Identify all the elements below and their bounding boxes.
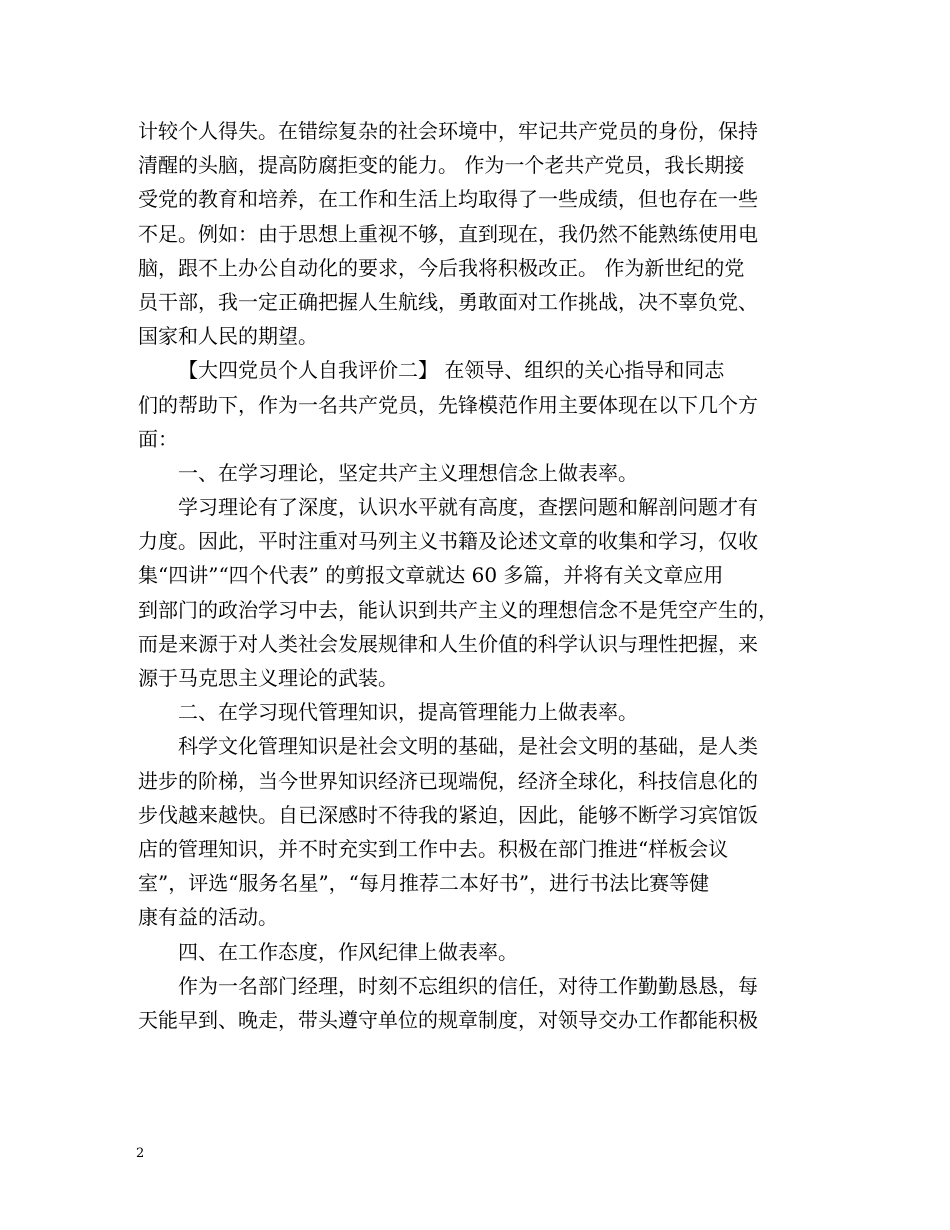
text-line: 【大四党员个人自我评价二】 在领导、组织的关心指导和同志 <box>178 358 725 383</box>
text-line: 作为一名部门经理，时刻不忘组织的信任，对待工作勤勤恳恳，每 <box>178 973 758 998</box>
body-text <box>138 114 818 1037</box>
text-line: 不足。例如：由于思想上重视不够，直到现在，我仍然不能熟练使用电 <box>138 221 758 246</box>
text-line: 计较个人得失。在错综复杂的社会环境中，牢记共产党员的身份，保持 <box>138 119 758 143</box>
text-line: 而是来源于对人类社会发展规律和人生价值的科学认识与理性把握，来 <box>138 631 758 656</box>
text-line: 室”，评选“服务名星”，“每月推荐二本好书”，进行书法比赛等健 <box>138 871 710 896</box>
text-line: 力度。因此，平时注重对马列主义书籍及论述文章的收集和学习，仅收 <box>138 529 758 554</box>
text-line: 康有益的活动。 <box>138 905 278 930</box>
page-number: 2 <box>136 1146 145 1161</box>
text-line: 脑，跟不上办公自动化的要求，今后我将积极改正。 作为新世纪的党 <box>138 255 745 280</box>
text-line: 天能早到、晚走，带头遵守单位的规章制度，对领导交办工作都能积极 <box>138 1007 758 1032</box>
text-line: 科学文化管理知识是社会文明的基础，是社会文明的基础，是人类 <box>178 734 758 759</box>
text-line: 们的帮助下，作为一名共产党员，先锋模范作用主要体现在以下几个方 <box>138 392 758 417</box>
text-line: 受党的教育和培养，在工作和生活上均取得了一些成绩，但也存在一些 <box>138 187 758 212</box>
text-line: 到部门的政治学习中去，能认识到共产主义的理想信念不是凭空产生的， <box>138 597 778 622</box>
text-line: 进步的阶梯，当今世界知识经济已现端倪，经济全球化，科技信息化的 <box>138 768 758 793</box>
text-line: 步伐越来越快。自已深感时不待我的紧迫，因此，能够不断学习宾馆饭 <box>138 802 758 827</box>
text-line: 国家和人民的期望。 <box>138 324 318 349</box>
text-line: 学习理论有了深度，认识水平就有高度，查摆问题和解剖问题才有 <box>178 495 758 520</box>
text-line: 集“四讲”“四个代表” 的剪报文章就达 60 多篇，并将有关文章应用 <box>138 563 724 588</box>
text-line: 一、在学习理论，坚定共产主义理想信念上做表率。 <box>178 460 638 485</box>
text-line: 店的管理知识，并不时充实到工作中去。积极在部门推进“样板会议 <box>138 836 729 861</box>
text-line: 员干部，我一定正确把握人生航线，勇敢面对工作挑战，决不辜负党、 <box>138 289 758 314</box>
text-line: 源于马克思主义理论的武装。 <box>138 666 398 690</box>
text-line: 面： <box>138 426 178 451</box>
text-line: 清醒的头脑，提高防腐拒变的能力。 作为一个老共产党员，我长期接 <box>138 153 745 178</box>
text-line: 二、在学习现代管理知识，提高管理能力上做表率。 <box>178 700 638 725</box>
text-line: 四、在工作态度，作风纪律上做表率。 <box>178 939 518 964</box>
